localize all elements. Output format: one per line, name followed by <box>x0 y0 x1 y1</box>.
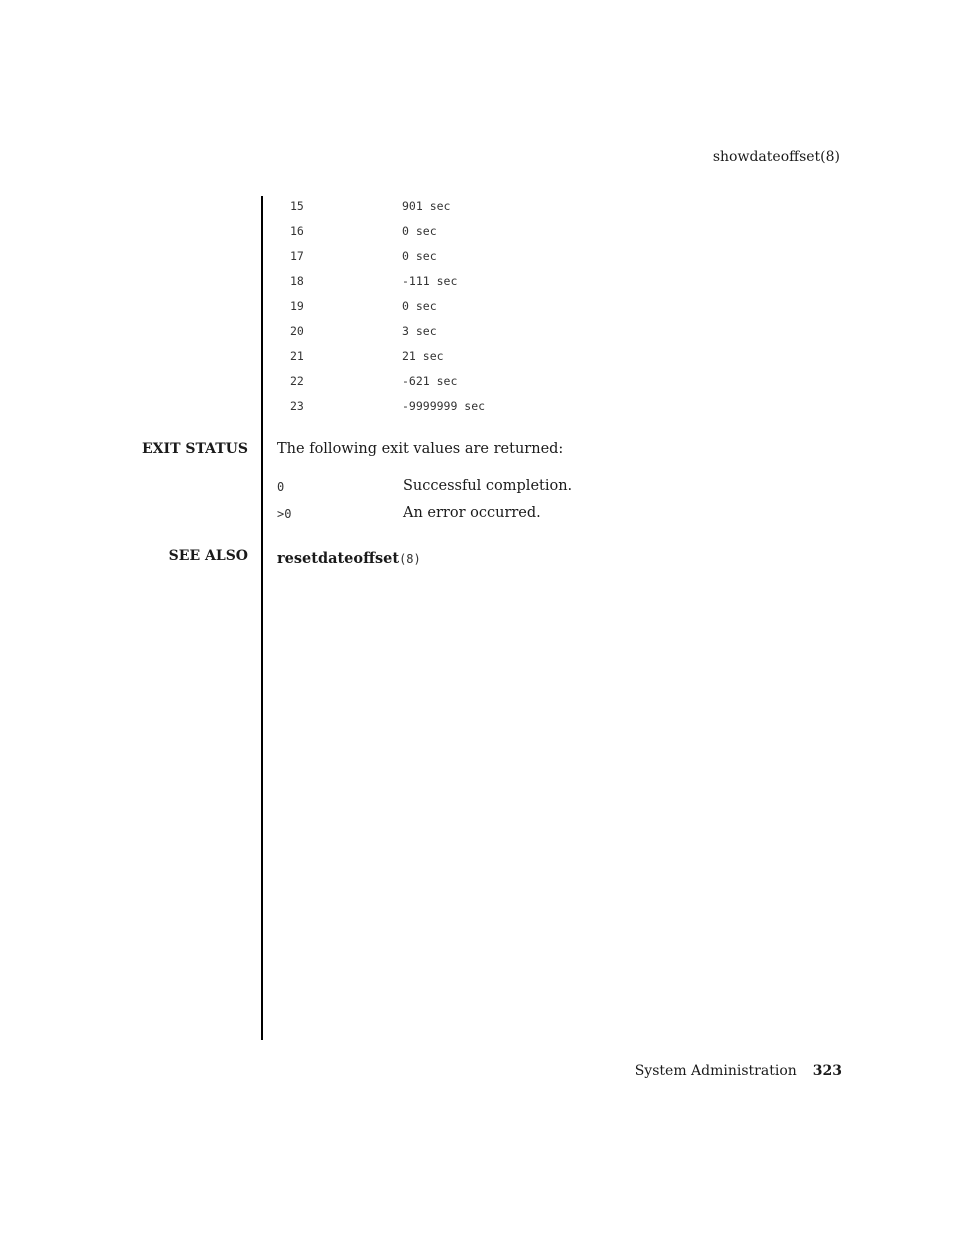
table-cell-offset: 0 sec <box>402 224 437 238</box>
see-also-section: (8) <box>399 552 421 566</box>
table-cell-id: 20 <box>290 324 304 338</box>
section-divider-rule <box>261 196 263 1040</box>
exit-description: An error occurred. <box>403 505 541 521</box>
running-header-title: showdateoffset(8) <box>712 149 840 165</box>
table-cell-id: 21 <box>290 349 304 363</box>
table-cell-offset: 901 sec <box>402 199 451 213</box>
table-cell-id: 17 <box>290 249 304 263</box>
table-cell-offset: 3 sec <box>402 324 437 338</box>
table-cell-offset: -9999999 sec <box>402 399 486 413</box>
page-footer <box>635 1063 842 1079</box>
footer-book-title: System Administration <box>634 1063 797 1079</box>
table-cell-offset: 0 sec <box>402 249 437 263</box>
exit-code: 0 <box>277 480 285 494</box>
exit-status-intro: The following exit values are returned: <box>277 441 564 457</box>
table-cell-offset: 0 sec <box>402 299 437 313</box>
page-number: 323 <box>812 1063 842 1079</box>
see-also-reference[interactable] <box>277 548 421 567</box>
see-also-heading: SEE ALSO <box>168 548 248 564</box>
table-cell-offset: -111 sec <box>402 274 458 288</box>
exit-description: Successful completion. <box>403 478 573 494</box>
exit-code: >0 <box>277 507 292 521</box>
exit-status-heading: EXIT STATUS <box>142 441 248 457</box>
table-cell-id: 23 <box>290 399 304 413</box>
table-cell-offset: 21 sec <box>402 349 444 363</box>
table-cell-id: 22 <box>290 374 304 388</box>
table-cell-id: 16 <box>290 224 304 238</box>
table-cell-id: 15 <box>290 199 304 213</box>
table-cell-id: 18 <box>290 274 304 288</box>
table-cell-offset: -621 sec <box>402 374 458 388</box>
table-cell-id: 19 <box>290 299 304 313</box>
see-also-command: resetdateoffset <box>277 550 400 567</box>
